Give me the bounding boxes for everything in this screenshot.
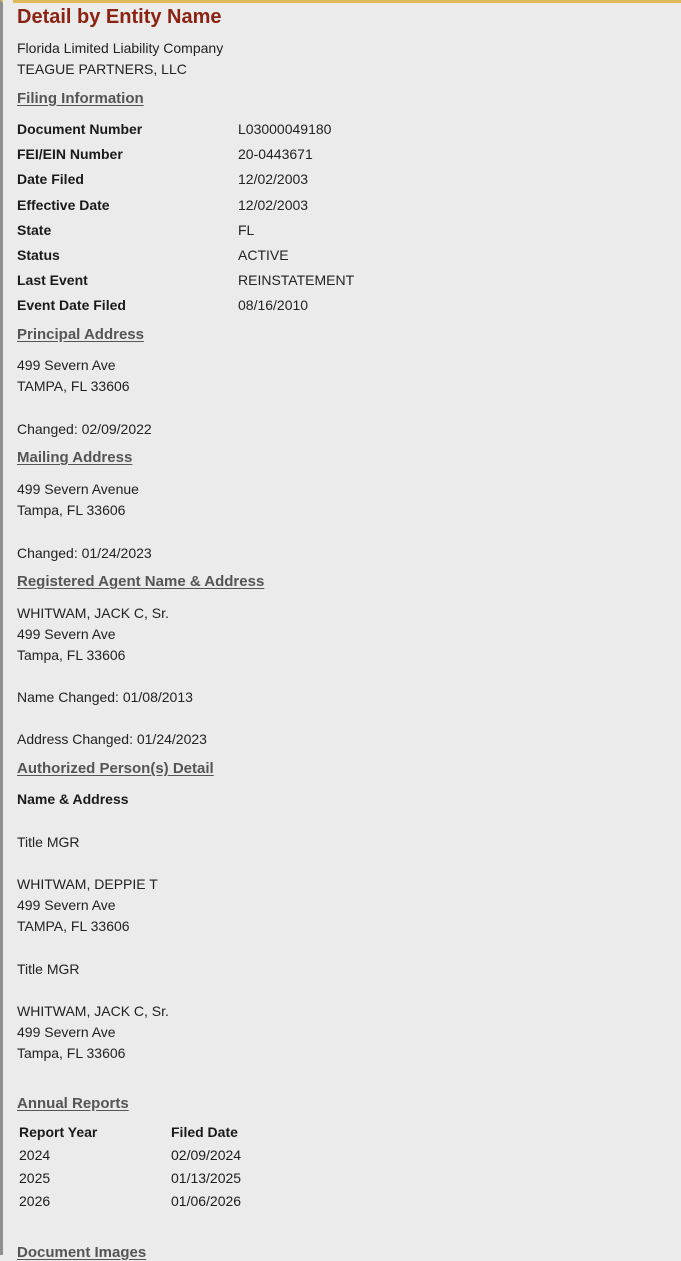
filed-date-cell: 01/13/2025 (171, 1170, 242, 1186)
entity-type: Florida Limited Liability Company (17, 40, 224, 56)
status-value: ACTIVE (238, 247, 289, 263)
document-number-label: Document Number (17, 121, 143, 137)
fei-ein-value: 20-0443671 (238, 146, 313, 162)
filing-row (17, 246, 517, 264)
filing-information-heading: Filing Information (17, 90, 144, 107)
report-year-header: Report Year (19, 1124, 98, 1140)
mailing-address-line2: Tampa, FL 33606 (17, 502, 126, 518)
annual-reports-table (17, 1123, 291, 1215)
effective-date-value: 12/02/2003 (238, 197, 309, 213)
state-value: FL (238, 222, 255, 238)
document-number-value: L03000049180 (238, 121, 332, 137)
authorized-person-line2: TAMPA, FL 33606 (17, 918, 130, 934)
filed-date-cell: 02/09/2024 (171, 1147, 242, 1163)
authorized-person-line1: 499 Severn Ave (17, 897, 116, 913)
registered-agent-heading: Registered Agent Name & Address (17, 573, 265, 590)
principal-address-line2: TAMPA, FL 33606 (17, 378, 130, 394)
authorized-person-line2: Tampa, FL 33606 (17, 1045, 126, 1061)
registered-agent-address-changed: Address Changed: 01/24/2023 (17, 731, 207, 747)
registered-agent-line2: Tampa, FL 33606 (17, 647, 126, 663)
filing-row (17, 221, 517, 239)
authorized-persons-subheading: Name & Address (17, 791, 129, 807)
filing-row (17, 145, 517, 163)
table-row (17, 1192, 291, 1215)
mailing-address-line1: 499 Severn Avenue (17, 481, 139, 497)
registered-agent-name-changed: Name Changed: 01/08/2013 (17, 689, 193, 705)
registered-agent-name: WHITWAM, JACK C, Sr. (17, 605, 169, 621)
authorized-person-name: WHITWAM, JACK C, Sr. (17, 1003, 169, 1019)
filed-date-cell: 01/06/2026 (171, 1193, 242, 1209)
registered-agent-line1: 499 Severn Ave (17, 626, 116, 642)
annual-reports-header-row (17, 1123, 291, 1146)
fei-ein-label: FEI/EIN Number (17, 146, 123, 162)
state-label: State (17, 222, 52, 238)
last-event-value: REINSTATEMENT (238, 272, 355, 288)
authorized-person-title: Title MGR (17, 834, 80, 850)
event-date-filed-value: 08/16/2010 (238, 297, 309, 313)
filing-row (17, 170, 517, 188)
filed-date-header: Filed Date (171, 1124, 238, 1140)
mailing-address-heading: Mailing Address (17, 449, 133, 466)
event-date-filed-label: Event Date Filed (17, 297, 126, 313)
report-year-cell: 2024 (19, 1147, 51, 1163)
authorized-persons-heading: Authorized Person(s) Detail (17, 760, 214, 777)
effective-date-label: Effective Date (17, 197, 110, 213)
principal-address-heading: Principal Address (17, 326, 144, 343)
principal-address-line1: 499 Severn Ave (17, 357, 116, 373)
filing-row (17, 296, 517, 314)
filing-row (17, 271, 517, 289)
page-title: Detail by Entity Name (17, 6, 222, 28)
report-year-cell: 2026 (19, 1193, 51, 1209)
mailing-address-changed: Changed: 01/24/2023 (17, 545, 152, 561)
entity-name: TEAGUE PARTNERS, LLC (17, 61, 187, 77)
authorized-person-title: Title MGR (17, 961, 80, 977)
status-label: Status (17, 247, 60, 263)
last-event-label: Last Event (17, 272, 88, 288)
date-filed-value: 12/02/2003 (238, 171, 309, 187)
filing-row (17, 196, 517, 214)
annual-reports-heading: Annual Reports (17, 1095, 129, 1112)
report-year-cell: 2025 (19, 1170, 51, 1186)
principal-address-changed: Changed: 02/09/2022 (17, 421, 152, 437)
authorized-person-name: WHITWAM, DEPPIE T (17, 876, 158, 892)
table-row (17, 1169, 291, 1192)
date-filed-label: Date Filed (17, 171, 84, 187)
filing-row (17, 120, 517, 138)
table-row (17, 1146, 291, 1169)
authorized-person-line1: 499 Severn Ave (17, 1024, 116, 1040)
document-images-heading: Document Images (17, 1244, 147, 1261)
